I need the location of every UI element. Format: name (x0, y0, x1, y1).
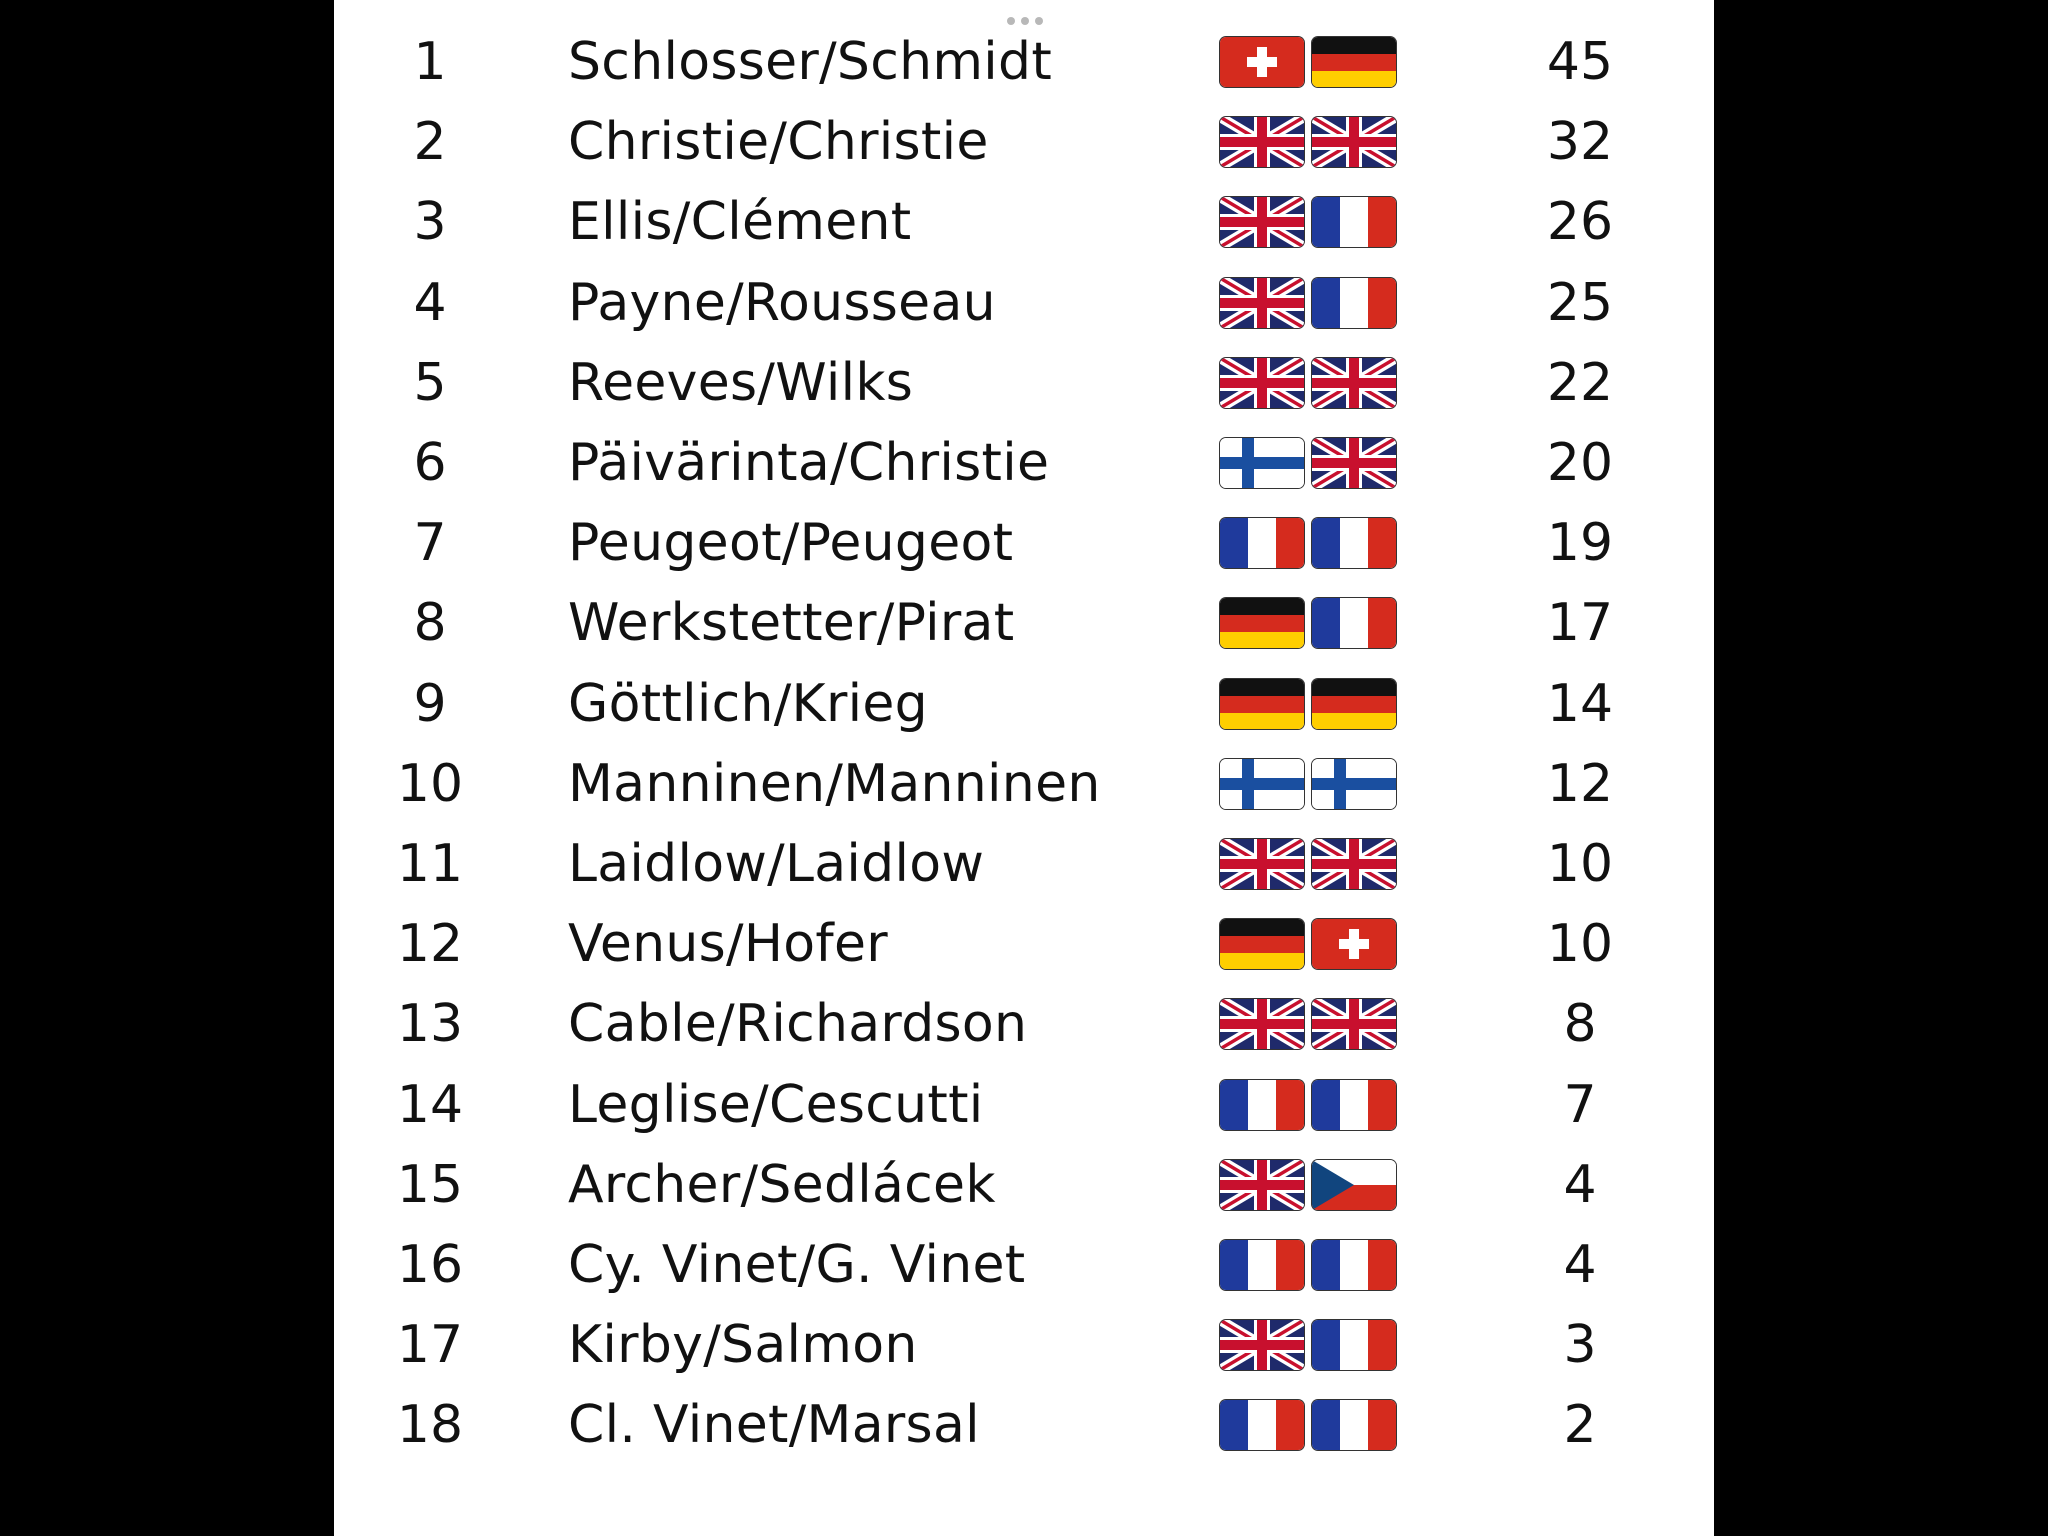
crew-flags (1220, 37, 1396, 87)
rank-number: 16 (396, 1235, 464, 1295)
rank-number: 5 (413, 352, 447, 413)
uk-flag-icon (1220, 197, 1304, 247)
crew-name: Christie/Christie (568, 112, 989, 173)
crew-flags (1220, 438, 1396, 488)
crew-flags (1220, 598, 1396, 648)
standings-row (0, 984, 2048, 1064)
crew-name: Archer/Sedlácek (568, 1154, 996, 1215)
points-value: 32 (1546, 112, 1614, 173)
standings-row (0, 1065, 2048, 1145)
rank-number: 10 (396, 753, 464, 814)
rank-number: 2 (413, 112, 447, 173)
crew-flags (1220, 919, 1396, 969)
crew-flags (1220, 358, 1396, 408)
crew-flags (1220, 117, 1396, 167)
points-value: 10 (1546, 834, 1614, 894)
points-value: 12 (1546, 753, 1614, 814)
standings-row (0, 423, 2048, 503)
uk-flag-icon (1220, 1320, 1304, 1370)
rank-number: 15 (396, 1154, 464, 1215)
switzerland-flag-icon (1220, 37, 1304, 87)
france-flag-icon (1220, 518, 1304, 568)
france-flag-icon (1312, 197, 1396, 247)
rank-number: 13 (396, 994, 464, 1055)
crew-name: Reeves/Wilks (568, 352, 914, 413)
uk-flag-icon (1220, 839, 1304, 889)
france-flag-icon (1312, 1400, 1396, 1450)
rank-number: 3 (413, 192, 447, 253)
rank-number: 7 (413, 513, 447, 574)
crew-flags (1220, 1080, 1396, 1130)
standings-row (0, 583, 2048, 663)
crew-name: Payne/Rousseau (568, 272, 996, 333)
germany-flag-icon (1220, 598, 1304, 648)
crew-flags (1220, 197, 1396, 247)
standings-row (0, 182, 2048, 262)
crew-name: Päivärinta/Christie (568, 433, 1050, 493)
rank-number: 14 (396, 1074, 464, 1135)
points-value: 2 (1563, 1395, 1597, 1456)
points-value: 22 (1546, 352, 1614, 413)
uk-flag-icon (1220, 1160, 1304, 1210)
standings-row (0, 904, 2048, 984)
rank-number: 17 (396, 1315, 464, 1376)
points-value: 10 (1546, 914, 1614, 975)
germany-flag-icon (1312, 679, 1396, 729)
germany-flag-icon (1220, 679, 1304, 729)
standings-row (0, 503, 2048, 583)
crew-flags (1220, 518, 1396, 568)
crew-flags (1220, 1320, 1396, 1370)
points-value: 19 (1546, 513, 1614, 574)
standings-row (0, 1225, 2048, 1305)
standings-row (0, 1145, 2048, 1225)
finland-flag-icon (1220, 759, 1304, 809)
finland-flag-icon (1220, 438, 1304, 488)
france-flag-icon (1312, 598, 1396, 648)
crew-name: Werkstetter/Pirat (568, 593, 1015, 654)
france-flag-icon (1220, 1080, 1304, 1130)
switzerland-flag-icon (1312, 919, 1396, 969)
france-flag-icon (1312, 1080, 1396, 1130)
rank-number: 11 (396, 834, 464, 894)
uk-flag-icon (1220, 358, 1304, 408)
crew-flags (1220, 278, 1396, 328)
crew-flags (1220, 839, 1396, 889)
crew-flags (1220, 1400, 1396, 1450)
crew-name: Leglise/Cescutti (568, 1074, 984, 1135)
uk-flag-icon (1312, 839, 1396, 889)
crew-name: Kirby/Salmon (568, 1315, 918, 1376)
crew-name: Ellis/Clément (568, 192, 912, 253)
uk-flag-icon (1312, 438, 1396, 488)
crew-flags (1220, 679, 1396, 729)
standings-row (0, 1305, 2048, 1385)
crew-name: Venus/Hofer (568, 914, 888, 975)
crew-flags (1220, 1160, 1396, 1210)
crew-flags (1220, 759, 1396, 809)
crew-name: Schlosser/Schmidt (568, 32, 1053, 92)
crew-name: Göttlich/Krieg (568, 673, 928, 734)
points-value: 8 (1563, 994, 1597, 1055)
france-flag-icon (1312, 1320, 1396, 1370)
france-flag-icon (1220, 1400, 1304, 1450)
rank-number: 12 (396, 914, 464, 975)
uk-flag-icon (1312, 999, 1396, 1049)
standings-row (0, 22, 2048, 102)
points-value: 25 (1546, 272, 1614, 333)
rank-number: 18 (396, 1395, 464, 1456)
points-value: 26 (1546, 192, 1614, 253)
crew-name: Cy. Vinet/G. Vinet (568, 1235, 1026, 1295)
points-value: 17 (1546, 593, 1614, 654)
uk-flag-icon (1220, 999, 1304, 1049)
finland-flag-icon (1312, 759, 1396, 809)
points-value: 14 (1546, 673, 1614, 734)
rank-number: 4 (413, 272, 447, 333)
standings-row (0, 102, 2048, 182)
rank-number: 9 (413, 673, 447, 734)
france-flag-icon (1312, 518, 1396, 568)
uk-flag-icon (1220, 117, 1304, 167)
standings-row (0, 263, 2048, 343)
crew-name: Peugeot/Peugeot (568, 513, 1014, 574)
crew-name: Cl. Vinet/Marsal (568, 1395, 980, 1456)
france-flag-icon (1312, 1240, 1396, 1290)
crew-flags (1220, 1240, 1396, 1290)
uk-flag-icon (1312, 117, 1396, 167)
points-value: 4 (1563, 1235, 1597, 1295)
uk-flag-icon (1220, 278, 1304, 328)
points-value: 45 (1546, 32, 1614, 92)
crew-name: Laidlow/Laidlow (568, 834, 985, 894)
czech-flag-icon (1312, 1160, 1396, 1210)
points-value: 3 (1563, 1315, 1597, 1376)
rank-number: 8 (413, 593, 447, 654)
uk-flag-icon (1312, 358, 1396, 408)
france-flag-icon (1220, 1240, 1304, 1290)
points-value: 4 (1563, 1154, 1597, 1215)
crew-name: Manninen/Manninen (568, 753, 1101, 814)
standings-row (0, 1385, 2048, 1465)
standings-row (0, 824, 2048, 904)
rank-number: 6 (413, 433, 447, 493)
rank-number: 1 (413, 32, 447, 92)
crew-flags (1220, 999, 1396, 1049)
germany-flag-icon (1312, 37, 1396, 87)
crew-name: Cable/Richardson (568, 994, 1028, 1055)
standings-row (0, 664, 2048, 744)
points-value: 20 (1546, 433, 1614, 493)
points-value: 7 (1563, 1074, 1597, 1135)
france-flag-icon (1312, 278, 1396, 328)
standings-row (0, 343, 2048, 423)
germany-flag-icon (1220, 919, 1304, 969)
standings-row (0, 744, 2048, 824)
